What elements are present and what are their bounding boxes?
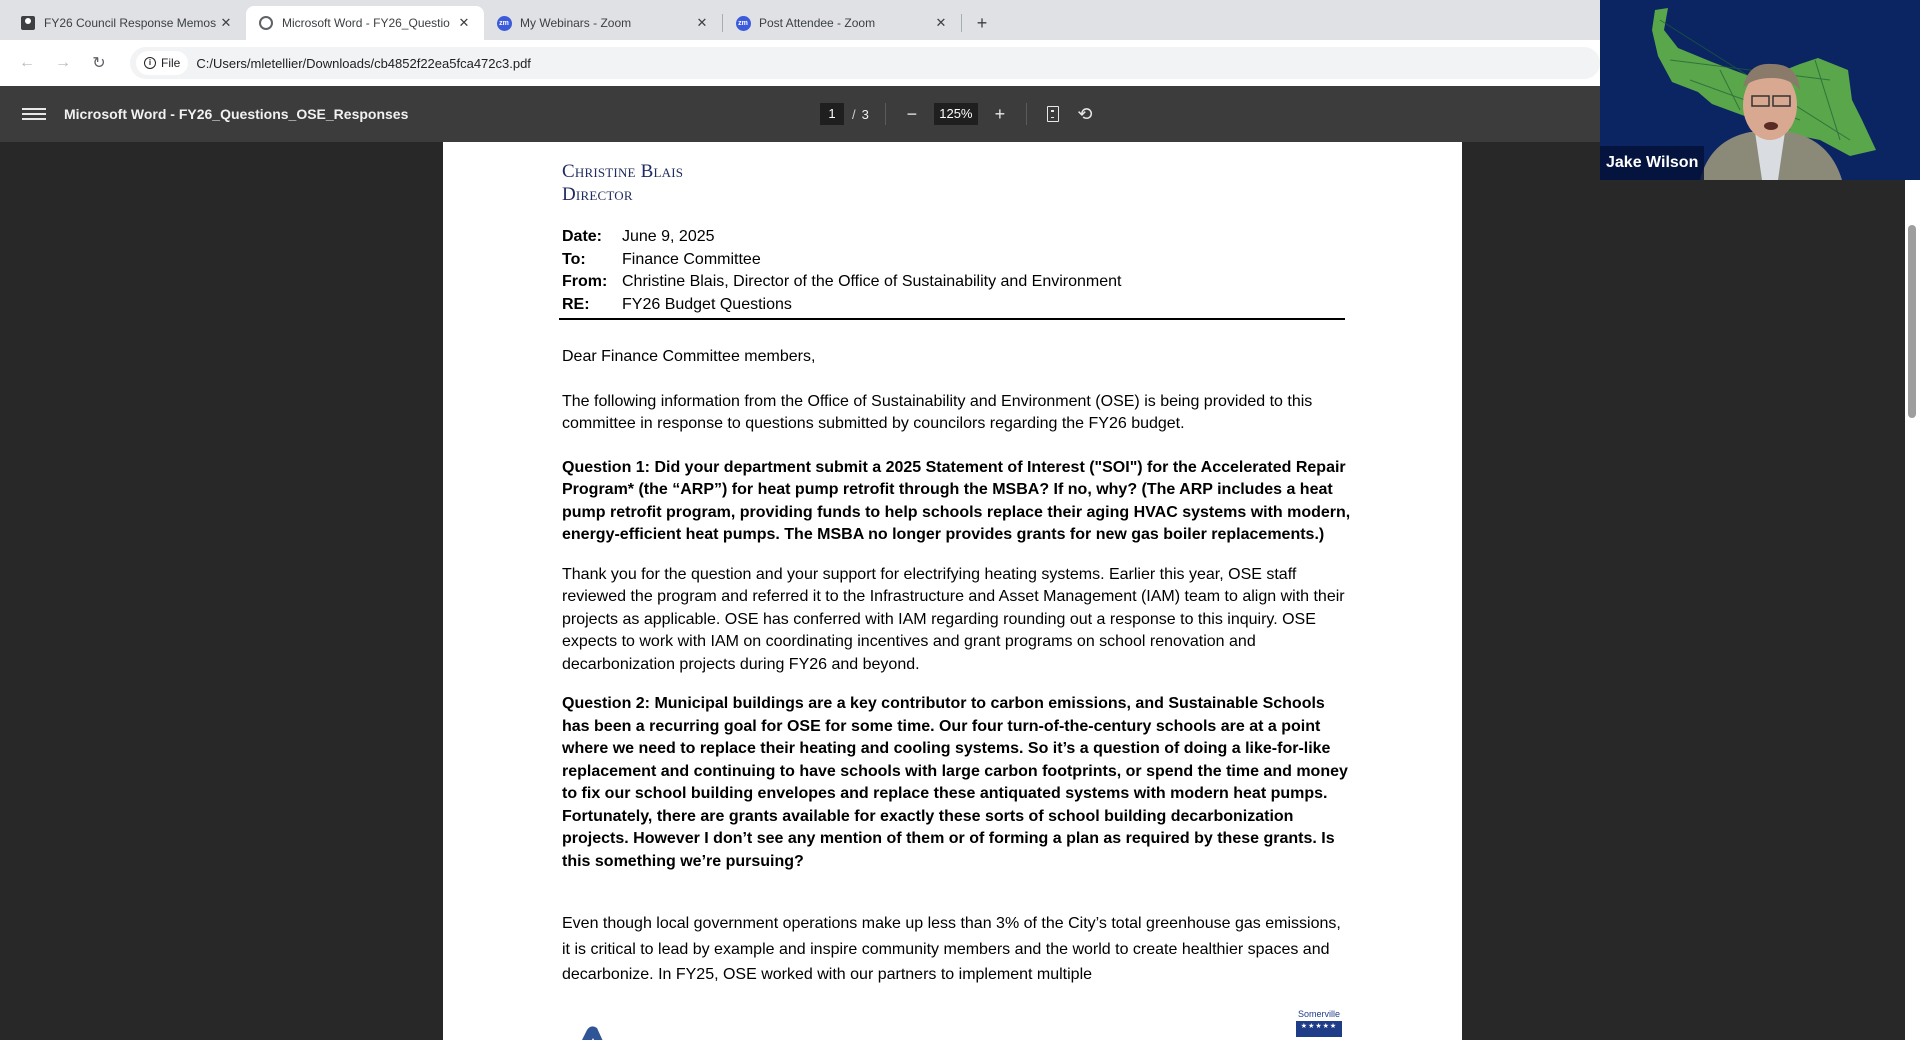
memo-from-row <box>562 271 1352 294</box>
question-1: Question 1: Did your department submit a 2025 Statement of Interest ("SOI") for the Accelerated Repair Program* (the “ARP”) for heat pump retrofit through the MSBA? If no, why? (The ARP includes a heat pump retrofit program, providing funds to help schools replace their aging HVAC systems with modern, energy-efficient heat pumps. The MSBA no longer provides grants for new gas boiler replacements.) <box>562 458 1351 543</box>
tab-post-attendee-zoom[interactable] <box>723 6 961 40</box>
stars-icon: ★★★★★ <box>1296 1021 1342 1037</box>
tab-title: FY26 Council Response Memos <box>44 16 217 30</box>
re-label: RE: <box>562 295 590 313</box>
tab-title: Post Attendee - Zoom <box>759 16 876 30</box>
close-tab-icon[interactable]: ✕ <box>935 15 947 30</box>
memo-re-row <box>562 294 1352 317</box>
tab-fy26-council-response-memos[interactable] <box>8 6 246 40</box>
tab-separator <box>961 14 962 32</box>
address-bar-row <box>0 40 1600 86</box>
close-tab-icon[interactable]: ✕ <box>696 15 708 30</box>
reload-button[interactable]: ↻ <box>92 55 106 72</box>
site-info-chip[interactable] <box>136 51 188 75</box>
to-label: To: <box>562 250 586 268</box>
greeting: Dear Finance Committee members, <box>562 348 816 365</box>
browser-tab-bar <box>0 0 1600 40</box>
tab-microsoft-word-fy26-questions[interactable] <box>246 6 484 40</box>
close-tab-icon[interactable]: ✕ <box>220 15 232 30</box>
header-rule <box>559 318 1345 320</box>
rotate-button[interactable]: ⟲ <box>1077 103 1093 124</box>
document-icon <box>20 15 36 31</box>
answer-1: Thank you for the question and your support for electrifying heating systems. Earlier this year, OSE staff reviewed the program and referred it to the Infrastructure and Asset Management (IAM) team to align with their projects as applicable. OSE has conferred with IAM regarding rounding out a response to this inquiry. OSE expects to work with IAM on coordinating incentives and grant programs on school renovation and decarbonization projects during FY26 and beyond. <box>562 565 1345 673</box>
pdf-toolbar <box>0 86 1600 142</box>
memo-to-row <box>562 249 1352 272</box>
from-value: Christine Blais, Director of the Office of Sustainability and Environment <box>622 273 1122 290</box>
memo-header <box>562 226 1352 320</box>
sender-name: Christine Blais <box>562 161 684 182</box>
close-tab-icon[interactable]: ✕ <box>458 15 470 30</box>
scrollbar-thumb[interactable] <box>1908 225 1916 418</box>
somerville-logo-text: Somerville <box>1297 1009 1340 1019</box>
tab-title: Microsoft Word - FY26_Questio <box>282 16 450 30</box>
question-2: Question 2: Municipal buildings are a key contributor to carbon emissions, and Sustainable Schools has been a recurring goal for OSE for some time. Our four turn-of-the-century schools are at a point where we need to replace their heating and cooling systems. So it’s a question of doing a like-for-like replacement and continuing to have schools with large carbon footprints, or spend the time and money to fix our school building envelopes and replace these antiquated systems with modern heat pumps. Fortunately, there are grants available for exactly these sorts of school building decarbonization projects. However I don’t see any mention of them or of forming a plan as required by these grants. Is this something we’re pursuing? <box>562 695 1348 870</box>
intro-paragraph: The following information from the Office of Sustainability and Environment (OSE) is being provided to this committee in response to questions submitted by councilors regarding the FY26 budget. <box>562 392 1313 432</box>
menu-icon[interactable] <box>22 108 46 120</box>
globe-icon <box>258 15 274 31</box>
zoom-icon: zm <box>735 15 751 31</box>
tab-title: My Webinars - Zoom <box>520 16 632 30</box>
back-button[interactable]: ← <box>19 54 35 71</box>
url-input[interactable] <box>130 47 1600 79</box>
zoom-in-button[interactable]: + <box>994 103 1006 124</box>
from-label: From: <box>562 273 608 290</box>
zoom-icon: zm <box>496 15 512 31</box>
toolbar-divider <box>1026 103 1027 125</box>
answer-2: Even though local government operations make up less than 3% of the City’s total greenhouse gas emissions, it is critical to lead by example and inspire community members and the world to create healthier spaces and decarbonize. In FY25, OSE worked with our partners to implement multiple <box>562 915 1341 983</box>
pdf-viewer[interactable] <box>0 142 1920 1040</box>
page-separator: / <box>852 106 856 122</box>
page-number-input[interactable]: 1 <box>820 103 844 125</box>
tab-my-webinars-zoom[interactable] <box>484 6 722 40</box>
memo-date-row <box>562 226 1352 249</box>
document-title: Microsoft Word - FY26_Questions_OSE_Responses <box>64 106 409 122</box>
fit-page-icon <box>1047 106 1059 122</box>
date-label: Date: <box>562 228 603 245</box>
zoom-video-overlay[interactable] <box>1600 0 1920 180</box>
memo-document <box>562 160 1352 988</box>
zoom-level-input[interactable]: 125% <box>934 103 978 125</box>
ose-logo-icon <box>571 1020 611 1040</box>
forward-button[interactable]: → <box>55 54 71 71</box>
to-value: Finance Committee <box>622 250 761 268</box>
url-text: C:/Users/mletellier/Downloads/cb4852f22ea5fca472c3.pdf <box>196 55 531 71</box>
fit-page-button[interactable] <box>1043 104 1063 124</box>
new-tab-button[interactable]: + <box>976 12 988 33</box>
pdf-page <box>443 142 1462 1040</box>
pdf-center-controls <box>820 86 1095 142</box>
toolbar-divider <box>885 103 886 125</box>
info-icon: i <box>144 57 156 69</box>
sender-title: Director <box>562 184 633 205</box>
scheme-label: File <box>161 56 181 70</box>
re-value: FY26 Budget Questions <box>622 295 792 313</box>
somerville-logo <box>1295 1009 1343 1040</box>
zoom-out-button[interactable]: − <box>906 103 918 124</box>
total-pages: 3 <box>861 106 869 122</box>
date-value: June 9, 2025 <box>622 228 715 245</box>
participant-name-label: Jake Wilson <box>1600 146 1704 180</box>
